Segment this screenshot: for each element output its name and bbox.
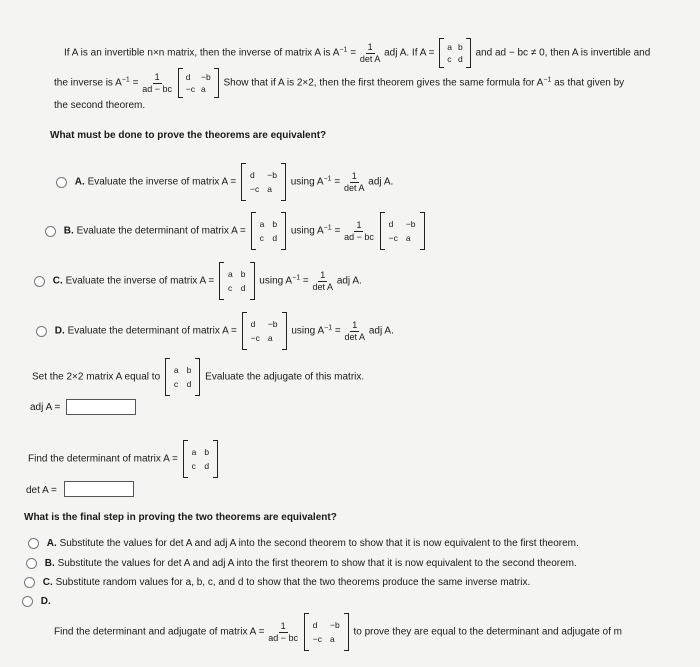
numerator: 1 (320, 269, 326, 280)
option-letter: A. (46, 538, 57, 550)
fraction (360, 42, 381, 65)
matrix-entry: c (191, 461, 196, 471)
matrix-entry: b (240, 269, 246, 279)
matrix-abcd (439, 38, 470, 68)
matrix-inverse (178, 68, 219, 98)
radio-button[interactable] (56, 177, 67, 188)
denominator: det A (343, 182, 365, 193)
matrix-entry: d (388, 219, 394, 229)
option-text: Substitute the values for det A and adj A into the second theorem to show that it is now equivalent to the first theorem. (59, 538, 579, 550)
matrix-entry: d (272, 233, 278, 243)
option-text: Evaluate the inverse of matrix A = (87, 176, 237, 188)
matrix-entry: a (267, 184, 272, 194)
option-letter: B. (63, 225, 74, 237)
det-instruction (28, 440, 220, 478)
option-letter: D. (40, 596, 51, 608)
denominator: det A (312, 281, 334, 292)
option-letter: D. (54, 325, 65, 337)
matrix-entry: c (228, 283, 233, 293)
superscript: −1 (121, 76, 130, 84)
fraction (344, 220, 374, 243)
equals: = (334, 325, 341, 337)
matrix-entry: d (312, 620, 318, 630)
question-2-prompt: What is the final step in proving the two theorems are equivalent? (24, 512, 337, 523)
numerator: 1 (356, 219, 362, 230)
matrix-entry: a (329, 634, 335, 644)
matrix-entry: d (250, 170, 255, 180)
q2-option-c[interactable] (24, 577, 530, 588)
option-text: adj A. (368, 325, 394, 337)
matrix-entry: c (447, 54, 452, 64)
intro-text: as that given by (554, 77, 625, 89)
numerator: 1 (352, 319, 358, 330)
fraction (142, 72, 172, 95)
matrix-abcd (165, 358, 200, 396)
matrix-entry: c (259, 233, 264, 243)
adj-label: adj A = (30, 402, 61, 413)
denominator: ad − bc (344, 231, 374, 242)
equals: = (302, 275, 309, 287)
matrix-abcd (251, 212, 286, 250)
matrix-entry: a (191, 447, 197, 457)
equals: = (334, 225, 341, 237)
matrix-entry: b (204, 447, 210, 457)
q1-option-a[interactable] (56, 163, 393, 201)
matrix-entry: a (259, 219, 265, 229)
fraction (268, 621, 298, 644)
option-text: adj A. (336, 275, 362, 287)
det-answer-input[interactable] (64, 481, 134, 497)
radio-button[interactable] (24, 577, 35, 588)
matrix-entry: −c (250, 333, 260, 343)
radio-button[interactable] (28, 538, 39, 549)
matrix-entry: d (240, 283, 246, 293)
matrix-inverse (304, 613, 349, 651)
superscript: −1 (339, 46, 348, 54)
numerator: 1 (351, 170, 357, 181)
matrix-entry: c (173, 379, 179, 389)
q1-option-c[interactable] (34, 262, 362, 300)
matrix-entry: d (250, 319, 256, 329)
option-letter: B. (44, 558, 55, 570)
superscript: −1 (324, 324, 333, 332)
q1-option-b[interactable] (45, 212, 427, 250)
denominator: det A (344, 331, 366, 342)
numerator: 1 (367, 41, 373, 52)
matrix-entry: d (204, 461, 210, 471)
intro-text: If A is an invertible n×n matrix, then the inverse of matrix A is A (64, 47, 340, 59)
radio-button[interactable] (45, 226, 56, 237)
matrix-entry: b (272, 219, 278, 229)
det-label: det A = (26, 485, 57, 496)
option-text: to prove they are equal to the determinant and adjugate of m (353, 626, 622, 638)
matrix-entry: −c (388, 233, 398, 243)
matrix-entry: −b (405, 219, 416, 229)
option-text: Substitute the values for det A and adj A into the first theorem to show that it is now equivalent to the second theorem. (57, 558, 577, 570)
option-text: Evaluate the determinant of matrix A = (76, 225, 246, 237)
option-letter: C. (52, 275, 63, 287)
matrix-entry: b (186, 365, 192, 375)
matrix-entry: d (185, 72, 191, 82)
superscript: −1 (543, 76, 552, 84)
superscript: −1 (323, 175, 332, 183)
option-text: using A (290, 225, 324, 237)
fraction (344, 171, 365, 194)
intro-line-2 (54, 68, 624, 98)
option-text: Find the determinant and adjugate of matrix A = (54, 626, 265, 638)
radio-button[interactable] (26, 558, 37, 569)
fraction (313, 270, 334, 293)
instruction-text: Evaluate the adjugate of this matrix. (205, 371, 365, 383)
radio-button[interactable] (34, 276, 45, 287)
denominator: ad − bc (268, 632, 298, 643)
equals: = (350, 47, 357, 59)
instruction-text: Find the determinant of matrix A = (28, 453, 178, 465)
matrix-abcd (183, 440, 218, 478)
fraction (345, 320, 366, 343)
q1-option-d[interactable] (36, 312, 394, 350)
q2-option-a[interactable] (28, 538, 579, 549)
matrix-inverse (241, 163, 286, 201)
question-1-prompt: What must be done to prove the theorems are equivalent? (50, 130, 327, 141)
matrix-abcd (219, 262, 254, 300)
option-text: Evaluate the inverse of matrix A = (65, 275, 215, 287)
matrix-entry: d (186, 379, 192, 389)
numerator: 1 (280, 620, 286, 631)
set-matrix-instruction (32, 358, 364, 396)
q2-option-d[interactable] (22, 596, 51, 607)
matrix-entry: a (405, 233, 411, 243)
option-text: using A (259, 275, 293, 287)
matrix-entry: a (267, 333, 273, 343)
matrix-entry: a (173, 365, 179, 375)
matrix-entry: −b (267, 319, 278, 329)
matrix-entry: a (200, 84, 206, 94)
matrix-inverse (380, 212, 425, 250)
option-letter: C. (42, 577, 53, 589)
matrix-entry: −c (185, 84, 195, 94)
q2-option-b[interactable] (26, 558, 577, 569)
intro-line-1 (64, 38, 650, 68)
denominator: det A (359, 53, 381, 64)
matrix-entry: a (228, 269, 233, 279)
matrix-entry: −b (267, 170, 277, 180)
radio-button[interactable] (22, 596, 33, 607)
superscript: −1 (292, 274, 301, 282)
option-text: Substitute random values for a, b, c, and d to show that the two theorems produce the same inverse matrix. (55, 577, 531, 589)
adj-answer-input[interactable] (66, 399, 136, 415)
intro-text: the second theorem. (54, 100, 146, 111)
matrix-entry: −c (250, 184, 260, 194)
option-text: adj A. (368, 176, 394, 188)
intro-text: and ad − bc ≠ 0, then A is invertible and (475, 47, 651, 59)
option-text: using A (290, 176, 324, 188)
intro-text: Show that if A is 2×2, then the first theorem gives the same formula for A (223, 77, 544, 89)
matrix-entry: d (457, 54, 463, 64)
option-letter: A. (74, 176, 85, 188)
intro-line-3 (54, 100, 145, 111)
matrix-entry: −b (329, 620, 340, 630)
matrix-entry: b (457, 42, 463, 52)
intro-text: the inverse is A (54, 77, 122, 89)
matrix-inverse (242, 312, 287, 350)
equals: = (334, 176, 341, 188)
instruction-text: Set the 2×2 matrix A equal to (32, 371, 161, 383)
option-text: using A (291, 325, 325, 337)
superscript: −1 (323, 224, 332, 232)
intro-text: adj A. If A = (384, 47, 435, 59)
numerator: 1 (154, 71, 160, 82)
matrix-entry: −b (200, 72, 211, 82)
matrix-entry: −c (312, 634, 322, 644)
q2-option-d-content (54, 613, 622, 651)
matrix-entry: a (447, 42, 452, 52)
equals: = (132, 77, 139, 89)
option-text: Evaluate the determinant of matrix A = (67, 325, 237, 337)
denominator: ad − bc (142, 83, 172, 94)
radio-button[interactable] (36, 326, 47, 337)
